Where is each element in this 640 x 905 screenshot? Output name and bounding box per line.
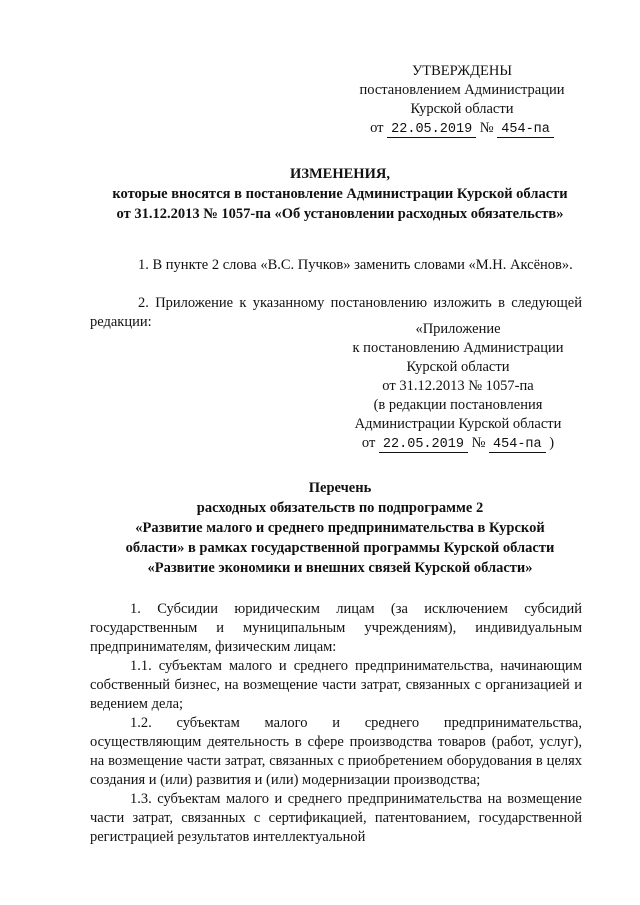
change-item-1: 1. В пункте 2 слова «В.С. Пучков» заменить словами «М.Н. Аксёнов». <box>138 257 573 273</box>
approved-by: постановлением Администрации <box>359 82 565 98</box>
list-title-line-2: расходных обязательств по подпрограмме 2 <box>196 500 484 516</box>
annex-number: 454-па <box>489 437 546 453</box>
annex-no: № <box>471 435 486 451</box>
change-item-2: 2. Приложение к указанному постановлению изложить в следующей редакции: <box>90 295 582 330</box>
body-paragraph-2: 1.1. субъектам малого и среднего предпринимательства, начинающим собственный бизнес, на возмещение части затрат, связанных с организацией и ведением дела; <box>90 658 582 712</box>
list-title-line-4: области» в рамках государственной программы Курской области <box>125 540 555 556</box>
title-line-2: которые вносятся в постановление Администрации Курской области <box>112 186 568 202</box>
annex-close: ) <box>549 435 555 451</box>
annex-from: от <box>361 435 376 451</box>
approved-no: № <box>479 120 494 136</box>
body-paragraph-4: 1.3. субъектам малого и среднего предпринимательства на возмещение части затрат, связанных с сертификацией, патентованием, государственной регистрацией результатов интеллектуальной <box>90 791 582 845</box>
list-title-line-3: «Развитие малого и среднего предпринимательства в Курской <box>135 520 545 536</box>
approved-heading: УТВЕРЖДЕНЫ <box>411 63 513 79</box>
list-title-line-1: Перечень <box>308 480 372 496</box>
approved-number: 454-па <box>497 122 554 138</box>
body-paragraph-3: 1.2. субъектам малого и среднего предпринимательства, осуществляющим деятельность в сфере производства товаров (работ, услуг), на возмещение части затрат, связанных с приобретением оборудования в целях создания и (или) развития и (или) модернизации производства; <box>90 715 582 788</box>
approved-from: от <box>370 120 384 136</box>
title-line-3: от 31.12.2013 № 1057-па «Об установлении расходных обязательств» <box>116 206 564 222</box>
annex-date-line <box>338 434 578 454</box>
approved-date: 22.05.2019 <box>387 122 476 138</box>
list-title-line-5: «Развитие экономики и внешних связей Курской области» <box>147 560 533 576</box>
annex-line-4: от 31.12.2013 № 1057-па <box>382 378 534 394</box>
approved-date-line <box>352 119 572 139</box>
body-text <box>90 600 582 847</box>
list-title <box>70 478 610 578</box>
body-paragraph-1: 1. Субсидии юридическим лицам (за исключением субсидий государственным и муниципальным учреждениям), индивидуальным предпринимателям, физическим лицам: <box>90 601 582 655</box>
annex-line-2: к постановлению Администрации <box>352 340 564 356</box>
annex-line-1: «Приложение <box>415 321 501 337</box>
annex-header <box>338 320 578 454</box>
document-title <box>80 164 600 224</box>
annex-date: 22.05.2019 <box>379 437 468 453</box>
annex-line-5: (в редакции постановления <box>373 397 543 413</box>
approval-stamp <box>352 62 572 139</box>
title-line-1: ИЗМЕНЕНИЯ, <box>290 166 390 182</box>
approved-region: Курской области <box>410 101 514 117</box>
annex-line-6: Администрации Курской области <box>354 416 562 432</box>
annex-line-3: Курской области <box>406 359 510 375</box>
